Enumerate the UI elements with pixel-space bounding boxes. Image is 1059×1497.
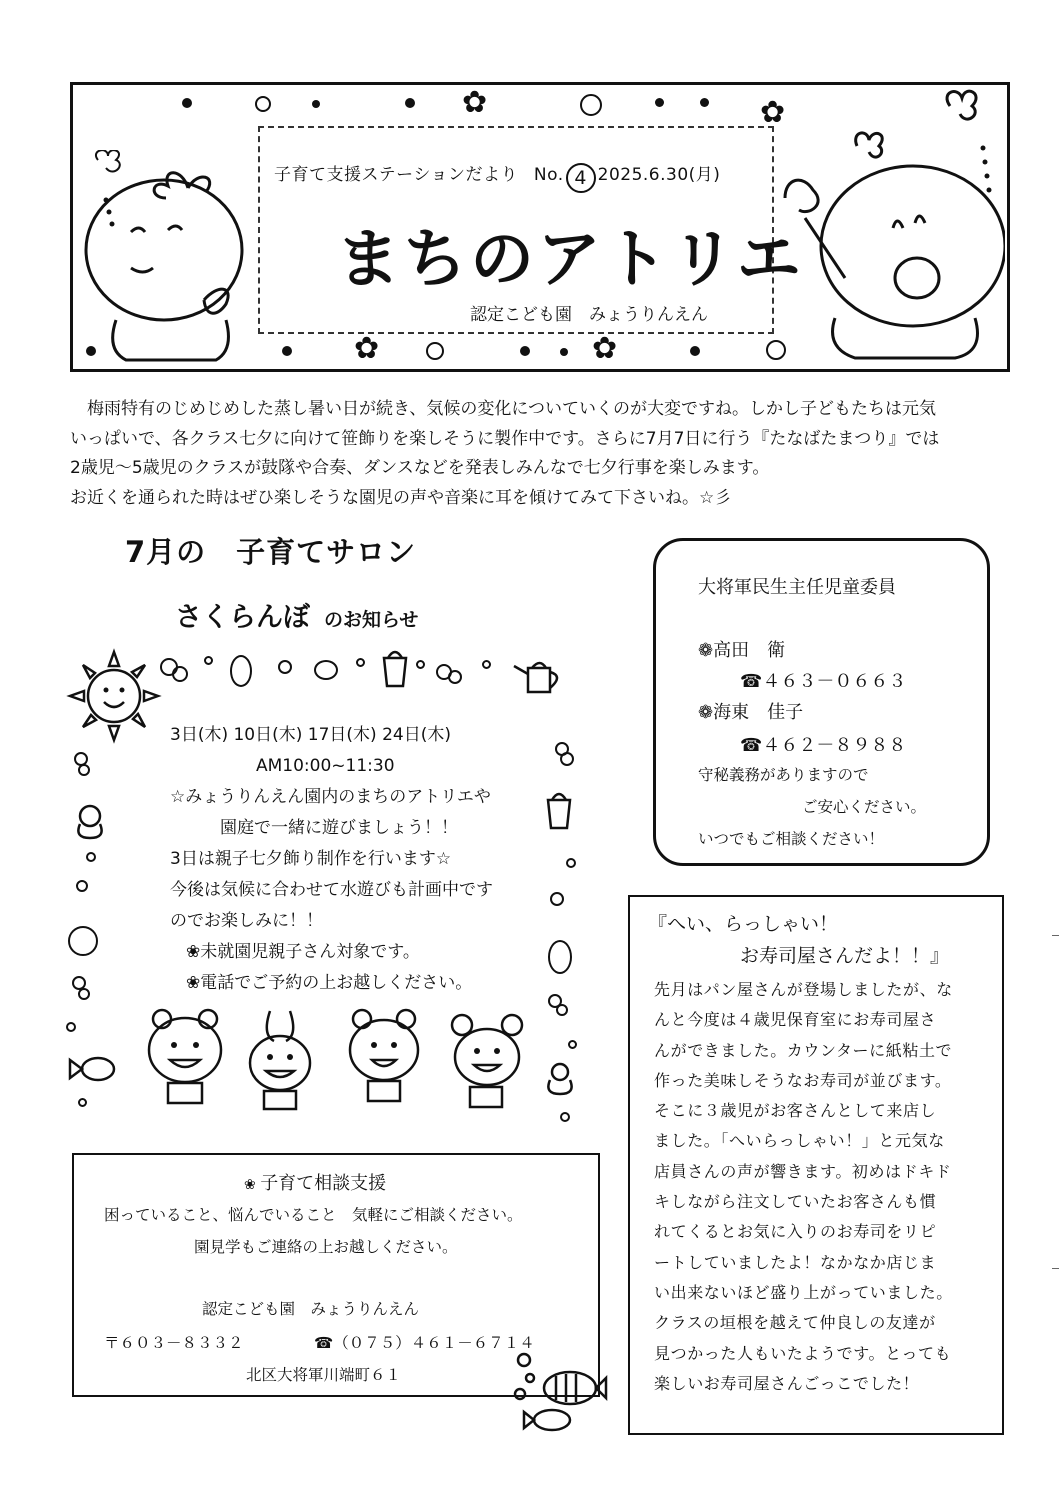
- sushi-article-box: [628, 895, 1004, 1435]
- chick-icon: [70, 800, 110, 840]
- salon-details: [170, 720, 493, 999]
- ball-icon: [68, 926, 98, 956]
- circle-decoration: [426, 342, 444, 360]
- issue-number: 4: [566, 163, 596, 193]
- issue-label: No.: [533, 165, 564, 185]
- committee-note: ご安心ください。: [802, 798, 927, 816]
- dot-decoration: [282, 346, 292, 356]
- article-title: お寿司屋さんだよ！！』: [740, 945, 950, 967]
- bubble-decoration: [568, 1040, 577, 1049]
- ball-icon: [230, 655, 252, 687]
- consult-school: 認定こども園 みょうりんえん: [202, 1300, 420, 1318]
- margin-mark: [1052, 1268, 1059, 1269]
- newsletter-subtitle: [274, 160, 720, 193]
- girl-character-illustration: [76, 150, 256, 365]
- ball-icon: [548, 940, 572, 974]
- bubble-decoration: [448, 670, 462, 684]
- article-line: んと今度は４歳児保育室にお寿司屋さ: [654, 1010, 937, 1030]
- salon-title: 7月の 子育てサロン: [125, 535, 417, 569]
- bubble-decoration: [482, 660, 491, 669]
- issue-date: 2025.6.30(月): [597, 165, 721, 185]
- article-line: そこに３歳児がお客さんとして来店し: [654, 1101, 937, 1121]
- school-name: 認定こども園 みょうりんえん: [470, 305, 708, 325]
- bubble-decoration: [560, 1112, 570, 1122]
- article-line: クラスの垣根を越えて仲良しの友達が: [654, 1313, 936, 1333]
- dot-decoration: [405, 98, 415, 108]
- salon-name-suffix: のお知らせ: [324, 609, 419, 631]
- dot-decoration: [690, 346, 700, 356]
- consult-title: [244, 1169, 386, 1195]
- intro-line: 梅雨特有のじめじめした蒸し暑い日が続き、気候の変化についていくのが大変ですね。しかし子どもたちは元気: [87, 399, 936, 419]
- fish-icon: [66, 1052, 122, 1086]
- article-line: んができました。カウンターに紙粘土で: [654, 1040, 953, 1060]
- circle-decoration: [580, 94, 602, 116]
- bucket-icon: [380, 648, 410, 690]
- committee-phone: ☎４６３－０６６３: [740, 671, 907, 692]
- intro-line: いっぱいで、各クラス七夕に向けて笹飾りを楽しそうに製作中です。さらに7月7日に行う『たなばたまつり』では: [70, 428, 940, 449]
- salon-name-text: さくらんぼ: [175, 602, 310, 633]
- consult-line: 園見学もご連絡の上お越しください。: [194, 1238, 458, 1256]
- boy-character-illustration: [775, 88, 1005, 366]
- dot-decoration: [655, 98, 664, 107]
- flower-icon: ✿: [760, 95, 786, 130]
- bubble-decoration: [560, 752, 574, 766]
- flower-icon: ❀: [244, 1177, 261, 1193]
- article-line: 見つかった人もいたようです。とっても: [654, 1343, 952, 1363]
- article-line: 先月はパン屋さんが登場しましたが、な: [654, 980, 953, 999]
- salon-name: [175, 595, 418, 634]
- bubble-decoration: [550, 892, 564, 906]
- committee-note: 守秘義務がありますので: [698, 766, 869, 784]
- flower-icon: ✿: [354, 331, 380, 366]
- bubble-decoration: [278, 660, 292, 674]
- salon-line: 今後は気候に合わせて水遊びも計画中です: [170, 880, 493, 900]
- intro-line: お近くを通られた時はぜひ楽しそうな園児の声や音楽に耳を傾けてみて下さいね。☆彡: [70, 487, 732, 508]
- margin-mark: [1052, 935, 1059, 936]
- article-line: キしながら注文していたお客さんも慣: [654, 1192, 937, 1212]
- article-line: 楽しいお寿司屋さんごっこでした！: [654, 1373, 920, 1393]
- committee-title: 大将軍民生主任児童委員: [698, 577, 896, 598]
- dot-decoration: [560, 348, 568, 356]
- bubble-decoration: [86, 852, 96, 862]
- intro-line: 2歳児～5歳児のクラスが鼓隊や合奏、ダンスなどを発表しみんなで七夕行事を楽しみます。: [70, 458, 770, 478]
- salon-line: 3日は親子七夕飾り制作を行います☆: [170, 849, 452, 869]
- salon-time: AM10:00~11:30: [256, 756, 395, 776]
- bubble-decoration: [78, 1098, 87, 1107]
- article-line: 作った美味しそうなお寿司が並びます。: [654, 1070, 952, 1090]
- intro-paragraph: [70, 395, 1010, 513]
- page-title: まちのアトリエ: [336, 223, 804, 297]
- fish-icon: [508, 1350, 608, 1435]
- salon-line: ☆みょうりんえん園内のまちのアトリエや: [170, 787, 491, 807]
- subtitle-text: 子育て支援ステーションだより: [274, 165, 518, 185]
- committee-member: ❁高田 衛: [698, 640, 786, 661]
- article-line: 店員さんの声が響きます。初めはドキド: [654, 1161, 952, 1181]
- salon-line: 園庭で一緒に遊びましょう！！: [220, 818, 458, 838]
- dot-decoration: [312, 100, 320, 108]
- bubble-decoration: [566, 858, 576, 868]
- salon-note: ❀電話でご予約の上お越しください。: [186, 973, 473, 993]
- committee-phone: ☎４６２－８９８８: [740, 735, 907, 756]
- salon-dates: 3日(木) 10日(木) 17日(木) 24日(木): [170, 725, 451, 745]
- flower-icon: ✿: [462, 85, 488, 120]
- consult-postal: 〒６０３－８３３２: [104, 1334, 244, 1352]
- article-line: い出来ないほど盛り上がっていました。: [654, 1282, 953, 1302]
- committee-member: ❁海東 佳子: [698, 702, 804, 723]
- animal-characters-illustration: [140, 1005, 560, 1120]
- bubble-decoration: [204, 656, 213, 665]
- bubble-decoration: [76, 880, 88, 892]
- bubble-decoration: [78, 988, 90, 1000]
- consult-title-text: 子育て相談支援: [260, 1173, 387, 1194]
- bubble-decoration: [66, 1022, 76, 1032]
- bubble-decoration: [78, 764, 90, 776]
- dot-decoration: [182, 98, 192, 108]
- consult-phone: ☎（０７５）４６１－６７１４: [314, 1334, 535, 1352]
- bubble-decoration: [172, 666, 188, 682]
- bubble-decoration: [356, 658, 365, 667]
- bubble-decoration: [314, 660, 338, 680]
- dot-decoration: [520, 346, 530, 356]
- dot-decoration: [700, 98, 709, 107]
- article-body: [654, 975, 994, 1399]
- consult-line: 困っていること、悩んでいること 気軽にご相談ください。: [104, 1206, 523, 1224]
- salon-line: のでお楽しみに！！: [170, 911, 323, 931]
- committee-note: いつでもご相談ください！: [698, 830, 885, 848]
- sun-icon: [66, 648, 162, 744]
- bubble-decoration: [416, 660, 425, 669]
- welfare-committee-box: [653, 538, 990, 866]
- circle-decoration: [255, 96, 271, 112]
- article-line: ートしていましたよ！なかなか店じま: [654, 1252, 937, 1272]
- article-line: ました。「へいらっしゃい！」と元気な: [654, 1131, 945, 1151]
- bucket-icon: [544, 790, 574, 832]
- article-title: 『へい、らっしゃい！: [648, 913, 839, 935]
- article-line: れてくるとお気に入りのお寿司をリピ: [654, 1222, 937, 1242]
- flower-icon: ✿: [592, 331, 618, 366]
- salon-note: ❀未就園児親子さん対象です。: [186, 942, 420, 962]
- watering-can-icon: [510, 656, 566, 696]
- consult-address: 北区大将軍川端町６１: [246, 1366, 402, 1384]
